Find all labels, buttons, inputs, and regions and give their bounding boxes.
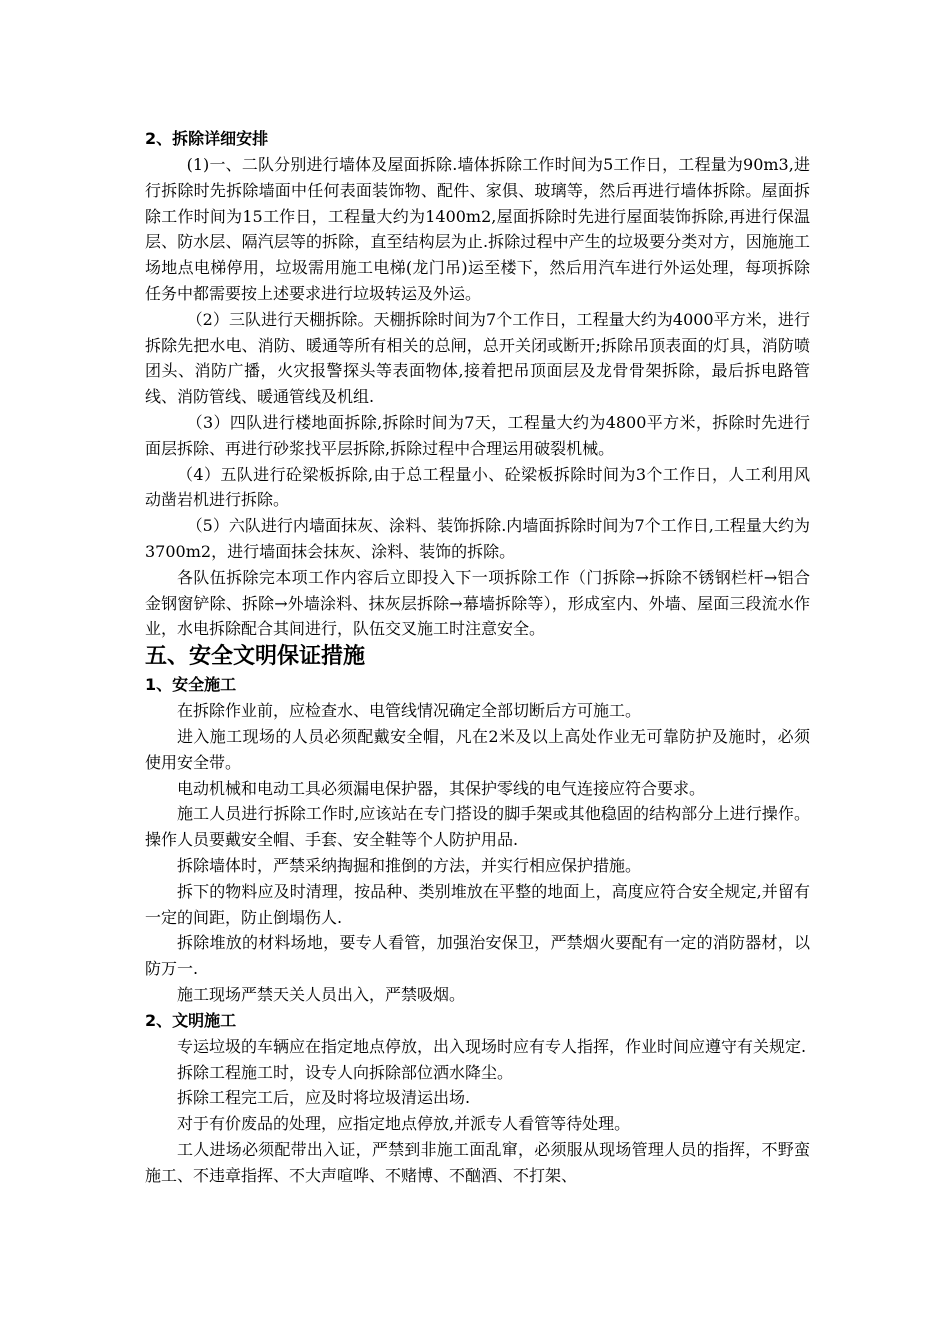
- paragraph-team-1-2: (1)一、二队分别进行墙体及屋面拆除.墙体拆除工作时间为5工作日，工程量为90m3,进行拆除时先拆除墙面中任何表面装饰物、配件、家俱、玻璃等，然后再进行墙体拆除。屋面拆除工作时间为15工作日，工程量大约为1400m2,屋面拆除时先进行屋面装饰拆除,再进行保温层、防水层、隔汽层等的拆除，直至结构层为止.拆除过程中产生的垃圾要分类对方，因施施工场地点电梯停用，垃圾需用施工电梯(龙门吊)运至楼下，然后用汽车进行外运处理，每项拆除任务中都需要按上述要求进行垃圾转运及外运。: [145, 155, 810, 303]
- section-heading-demolition-arrangement: 2、拆除详细安排: [145, 129, 269, 148]
- paragraph-safety-3: 电动机械和电动工具必须漏电保护器，其保护零线的电气连接应符合要求。: [177, 778, 706, 798]
- paragraph-safety-5: 拆除墙体时，严禁采纳掏掘和推倒的方法，并实行相应保护措施。: [177, 855, 642, 875]
- section-heading-safe-construction: 1、安全施工: [145, 675, 237, 695]
- document-body: [145, 126, 810, 1188]
- paragraph-civil-5: 工人进场必须配带出入证，严禁到非施工面乱窜，必须服从现场管理人员的指挥，不野蛮施工、不违章指挥、不大声喧哗、不赌博、不酗酒、不打架、: [145, 1139, 810, 1185]
- section-heading-civilized-construction: 2、文明施工: [145, 1010, 237, 1030]
- paragraph-safety-1: 在拆除作业前，应检查水、电管线情况确定全部切断后方可施工。: [177, 701, 642, 721]
- paragraph-team-6: （5）六队进行内墙面抹灰、涂料、装饰拆除.内墙面拆除时间为7个工作日,工程量大约为3700m2，进行墙面抹会抹灰、涂料、装饰的拆除。: [145, 516, 810, 561]
- chapter-heading-safety-measures: 五、安全文明保证措施: [145, 644, 366, 670]
- paragraph-civil-2: 拆除工程施工时，设专人向拆除部位洒水降尘。: [177, 1062, 514, 1082]
- paragraph-safety-2: 进入施工现场的人员必须配戴安全帽，凡在2米及以上高处作业无可靠防护及施时，必须使用安全带。: [145, 726, 810, 772]
- paragraph-team-3: （2）三队进行天棚拆除。天棚拆除时间为7个工作日，工程量大约为4000平方米，进行拆除先把水电、消防、暖通等所有相关的总闸，总开关闭或断开;拆除吊顶表面的灯具，消防喷团头、消防广播，火灾报警探头等表面物体,接着把吊顶面层及龙骨骨架拆除，最后拆电路管线、消防管线、暖通管线及机组.: [145, 309, 810, 407]
- paragraph-team-4: （3）四队进行楼地面拆除,拆除时间为7天，工程量大约为4800平方米，拆除时先进行面层拆除、再进行砂浆找平层拆除,拆除过程中合理运用破裂机械。: [145, 412, 810, 458]
- paragraph-sequence: 各队伍拆除完本项工作内容后立即投入下一项拆除工作（门拆除→拆除不锈钢栏杆→铝合金钢窗铲除、拆除→外墙涂料、抹灰层拆除→幕墙拆除等），形成室内、外墙、屋面三段流水作业，水电拆除配合其间进行，队伍交叉施工时注意安全。: [145, 567, 810, 639]
- paragraph-safety-7: 拆除堆放的材料场地，要专人看管，加强治安保卫，严禁烟火要配有一定的消防器材，以防万一.: [145, 933, 810, 979]
- paragraph-safety-4: 施工人员进行拆除工作时,应该站在专门搭设的脚手架或其他稳固的结构部分上进行操作。操作人员要戴安全帽、手套、安全鞋等个人防护用品.: [145, 804, 810, 850]
- paragraph-team-5: （4）五队进行砼梁板拆除,由于总工程量小、砼梁板拆除时间为3个工作日，人工利用风动凿岩机进行拆除。: [145, 464, 810, 510]
- paragraph-safety-8: 施工现场严禁天关人员出入，严禁吸烟。: [177, 984, 466, 1004]
- paragraph-civil-1: 专运垃圾的车辆应在指定地点停放，出入现场时应有专人指挥，作业时间应遵守有关规定.: [177, 1036, 807, 1056]
- paragraph-civil-4: 对于有价废品的处理，应指定地点停放,并派专人看管等待处理。: [177, 1114, 631, 1134]
- paragraph-safety-6: 拆下的物料应及时清理，按品种、类别堆放在平整的地面上，高度应符合安全规定,并留有一定的间距，防止倒塌伤人.: [145, 881, 810, 927]
- paragraph-civil-3: 拆除工程完工后，应及时将垃圾清运出场.: [177, 1088, 471, 1108]
